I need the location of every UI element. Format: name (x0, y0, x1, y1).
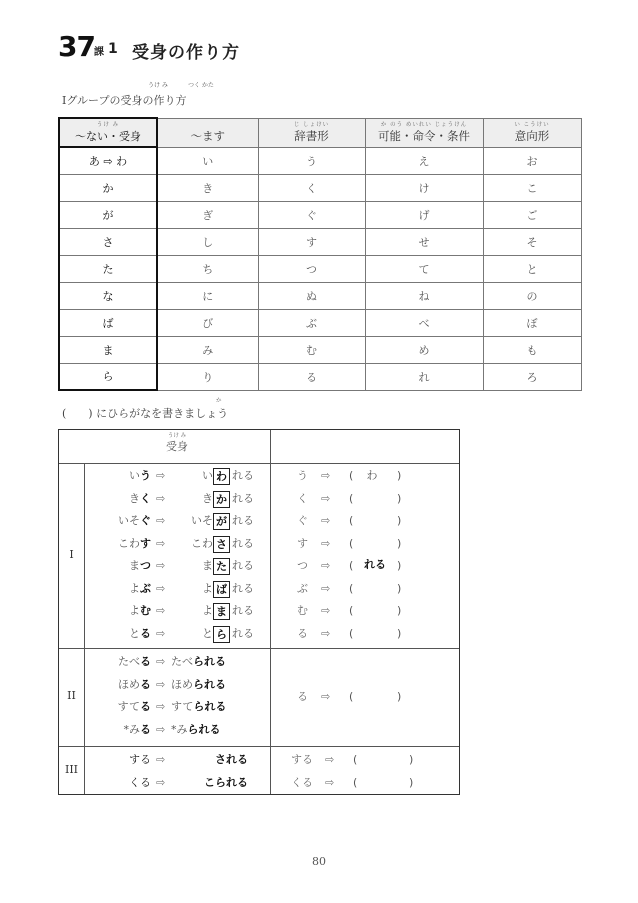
passive-form (171, 652, 226, 672)
paren-close: ) (397, 514, 402, 527)
passive-form: される (215, 753, 248, 766)
dict-ending: く (140, 491, 151, 505)
dictionary-form (99, 556, 151, 576)
boxed-kana: が (213, 513, 230, 530)
instruction-ruby: か (216, 398, 222, 404)
verb-ending: る (297, 690, 308, 703)
paren-close: ) (397, 690, 402, 703)
passive-suffix: れる (232, 604, 254, 617)
passive-stem: よ (202, 604, 213, 617)
verb-ending: す (297, 536, 308, 550)
group-label-2: II (67, 689, 76, 702)
dict-ending: つ (140, 559, 151, 572)
arrow-icon: ⇨ (321, 690, 331, 703)
paren-open: ( (349, 536, 354, 550)
passive-stem: たべ (171, 655, 193, 668)
group2-answer-row (59, 687, 459, 707)
column-header (365, 118, 483, 147)
verb-ending: ぶ (297, 581, 308, 595)
table-cell: ぼ (483, 309, 581, 336)
table-cell: う (258, 147, 365, 174)
table-cell: ら (59, 363, 157, 390)
table-row (59, 147, 581, 174)
group-divider (59, 648, 459, 649)
table-cell: い (157, 147, 258, 174)
paren-close: ) (397, 536, 402, 550)
column-header (157, 118, 258, 147)
arrow-icon: ⇨ (325, 753, 335, 766)
boxed-kana: か (213, 491, 230, 508)
dictionary-form (99, 601, 151, 621)
table-cell: し (157, 228, 258, 255)
table-cell: ご (483, 201, 581, 228)
passive-suffix: れる (232, 514, 254, 527)
arrow-icon: ⇨ (156, 753, 166, 766)
paren-close: ) (409, 775, 414, 789)
table-cell: ぶ (258, 309, 365, 336)
table-cell: つ (258, 255, 365, 282)
group-divider (59, 746, 459, 747)
dict-stem: ほめ (118, 677, 140, 691)
table-cell: ぬ (258, 282, 365, 309)
page-title: 受身の作り方 (132, 43, 240, 63)
table-cell: び (157, 309, 258, 336)
table-cell: さ (59, 228, 157, 255)
passive-suffix: れる (232, 626, 254, 640)
table-cell: お (483, 147, 581, 174)
arrow-icon: ⇨ (321, 536, 331, 550)
table-cell: と (483, 255, 581, 282)
table-row (59, 363, 581, 390)
table-row (59, 309, 581, 336)
table-cell: あ ⇨ わ (59, 147, 157, 174)
passive-suffix: れる (232, 469, 254, 482)
heading-ruby-tsukurikata: つく かた (188, 82, 214, 89)
verb-ending: つ (297, 559, 308, 572)
verb-ending: る (297, 626, 308, 640)
table-cell: き (157, 174, 258, 201)
passive-suffix: れる (232, 536, 254, 550)
header-ruby: じ しょけい (293, 121, 330, 128)
table-row (59, 336, 581, 363)
dict-stem: ま (129, 559, 140, 572)
arrow-icon: ⇨ (156, 581, 166, 595)
table-cell: れ (365, 363, 483, 390)
verb-ending: する (291, 753, 313, 766)
verb-row (59, 579, 459, 599)
dict-ending: る (140, 677, 151, 691)
arrow-icon: ⇨ (321, 581, 331, 595)
exercise-header: 受身 (166, 440, 188, 453)
passive-stem: いそ (191, 514, 213, 527)
boxed-kana: さ (213, 536, 230, 553)
verb-row (59, 556, 459, 576)
arrow-icon: ⇨ (156, 536, 166, 550)
table-cell: ろ (483, 363, 581, 390)
passive-stem: よ (202, 581, 213, 595)
dictionary-form (99, 579, 151, 599)
table-cell: ね (365, 282, 483, 309)
table-cell: げ (365, 201, 483, 228)
exercise-header-ruby: うけ み (167, 433, 187, 439)
verb-ending: ぐ (297, 514, 308, 527)
verb-row (59, 489, 459, 509)
dict-ending: る (140, 626, 151, 640)
table-cell: が (59, 201, 157, 228)
group-label-3: III (64, 763, 79, 776)
arrow-icon: ⇨ (321, 559, 331, 572)
passive-stem: い (202, 469, 213, 482)
section-heading: Iグループの受身の作り方 (62, 94, 187, 107)
dict-stem: い (129, 469, 140, 482)
table-cell: ぐ (258, 201, 365, 228)
heading-ruby-ukemi: うけ み (148, 82, 168, 89)
dict-stem: たべ (118, 655, 140, 668)
page-number: 80 (312, 855, 326, 868)
dict-ending: う (140, 469, 151, 482)
dict-ending: ぶ (140, 581, 151, 595)
paren-open: ( (349, 690, 354, 703)
verb-row (59, 720, 459, 740)
table-cell: る (258, 363, 365, 390)
header-label: 〜ない・受身 (75, 130, 141, 143)
arrow-icon: ⇨ (156, 700, 166, 713)
exercise-table (58, 429, 460, 795)
passive-stem: ま (202, 559, 213, 572)
table-cell: た (59, 255, 157, 282)
header-ruby: い こうけい (514, 121, 550, 128)
table-row (59, 201, 581, 228)
arrow-icon: ⇨ (325, 775, 335, 789)
paren-close: ) (397, 626, 402, 640)
boxed-kana: ま (213, 603, 230, 620)
table-cell: も (483, 336, 581, 363)
header-label: 〜ます (190, 129, 225, 143)
dict-ending: る (140, 722, 151, 736)
table-cell: す (258, 228, 365, 255)
dictionary-form (99, 489, 151, 509)
table-cell: そ (483, 228, 581, 255)
table-cell: え (365, 147, 483, 174)
verb-row (59, 534, 459, 554)
passive-ending: られる (193, 700, 227, 713)
dict-stem: すて (117, 700, 140, 713)
table-cell: ち (157, 255, 258, 282)
passive-stem: き (202, 491, 213, 505)
dict-ending: る (140, 700, 151, 713)
paren-open: ( (349, 581, 354, 595)
passive-stem: と (202, 626, 213, 640)
paren-open: ( (353, 753, 358, 766)
dictionary-form (99, 652, 151, 672)
arrow-icon: ⇨ (156, 604, 166, 617)
verb-row (59, 652, 459, 672)
table-cell: け (365, 174, 483, 201)
conjugation-table (58, 117, 582, 391)
passive-stem: ほめ (171, 677, 193, 691)
table-row (59, 282, 581, 309)
lesson-sub-number: 1 (108, 41, 118, 57)
passive-stem: こわ (191, 536, 213, 550)
verb-ending: く (297, 491, 308, 505)
arrow-icon: ⇨ (156, 559, 166, 572)
dictionary-form (99, 466, 151, 486)
passive-ending: られる (187, 722, 221, 736)
boxed-kana: わ (213, 468, 230, 485)
paren-close: ) (409, 753, 414, 766)
table-cell: な (59, 282, 157, 309)
dict-stem: よ (129, 604, 140, 617)
dict-stem: と (129, 626, 140, 640)
table-cell: に (157, 282, 258, 309)
table-cell: め (365, 336, 483, 363)
dict-stem: *み (123, 722, 140, 736)
header-label: 意向形 (514, 129, 550, 143)
paren-open: ( (349, 604, 354, 617)
dictionary-form (99, 534, 151, 554)
passive-suffix: れる (232, 491, 254, 505)
arrow-icon: ⇨ (321, 491, 331, 505)
header-ruby: か のう めいれい じょうけん (380, 121, 468, 128)
dict-stem: こわ (118, 536, 140, 550)
boxed-kana: た (213, 558, 230, 575)
paren-open: ( (349, 491, 354, 505)
verb-row (59, 773, 459, 793)
table-row (59, 255, 581, 282)
verb-row (59, 750, 459, 770)
header-label: 辞書形 (294, 129, 329, 143)
dict-ending: ぐ (140, 514, 151, 527)
passive-form (171, 720, 221, 740)
table-cell: む (258, 336, 365, 363)
table-row (59, 228, 581, 255)
dictionary-form (99, 720, 151, 740)
dictionary-form (99, 511, 151, 531)
dict-ending: す (140, 536, 151, 550)
verb-row (59, 466, 459, 486)
table-cell: り (157, 363, 258, 390)
verb-row (59, 511, 459, 531)
table-cell: く (258, 174, 365, 201)
table-cell: み (157, 336, 258, 363)
paren-close: ) (397, 604, 402, 617)
verb-row (59, 624, 459, 644)
verb-ending: う (297, 469, 308, 482)
table-cell: せ (365, 228, 483, 255)
header-label: 可能・命令・条件 (378, 129, 470, 143)
suffix-note: れる (364, 558, 386, 571)
verb-row (59, 601, 459, 621)
arrow-icon: ⇨ (156, 491, 166, 505)
column-header (483, 118, 581, 147)
boxed-kana: ば (213, 581, 230, 598)
arrow-icon: ⇨ (321, 626, 331, 640)
dict-stem: いそ (118, 514, 140, 527)
arrow-icon: ⇨ (156, 655, 166, 668)
passive-form: こられる (204, 775, 248, 789)
arrow-icon: ⇨ (156, 469, 166, 482)
lesson-kanji: 課 (94, 47, 104, 58)
dictionary-form: する (129, 753, 151, 766)
arrow-icon: ⇨ (156, 677, 166, 691)
paren-open: ( (353, 775, 358, 789)
dictionary-form: くる (129, 775, 151, 789)
arrow-icon: ⇨ (156, 626, 166, 640)
paren-close: ) (397, 491, 402, 505)
exercise-instruction: ( ) にひらがなを書きましょう (62, 407, 229, 420)
dict-stem: よ (129, 581, 140, 595)
passive-stem: すて (171, 700, 194, 713)
dict-stem: き (129, 491, 140, 505)
table-cell: ま (59, 336, 157, 363)
paren-close: ) (397, 581, 402, 595)
column-header (59, 118, 157, 147)
arrow-icon: ⇨ (321, 514, 331, 527)
group-label-1: I (69, 548, 74, 561)
arrow-icon: ⇨ (321, 469, 331, 482)
column-header (258, 118, 365, 147)
passive-ending: られる (193, 655, 226, 668)
table-cell: か (59, 174, 157, 201)
dictionary-form (99, 624, 151, 644)
arrow-icon: ⇨ (321, 604, 331, 617)
verb-ending: む (297, 604, 308, 617)
answer-value: わ (366, 469, 378, 482)
paren-close: ) (397, 559, 402, 572)
boxed-kana: ら (213, 626, 230, 643)
passive-suffix: れる (232, 559, 254, 572)
lesson-number: 37 (58, 30, 95, 63)
paren-close: ) (397, 469, 402, 482)
table-row (59, 174, 581, 201)
passive-stem: *み (171, 722, 188, 736)
arrow-icon: ⇨ (156, 722, 166, 736)
passive-suffix: れる (232, 581, 254, 595)
arrow-icon: ⇨ (156, 514, 166, 527)
table-cell: ば (59, 309, 157, 336)
table-cell: こ (483, 174, 581, 201)
header-ruby: うけ み (96, 122, 120, 128)
arrow-icon: ⇨ (156, 775, 166, 789)
paren-open: ( (349, 559, 354, 572)
table-cell: ぎ (157, 201, 258, 228)
dict-ending: る (140, 655, 151, 668)
dict-ending: む (140, 604, 151, 617)
table-cell: べ (365, 309, 483, 336)
paren-open: ( (349, 514, 354, 527)
table-cell: て (365, 255, 483, 282)
passive-ending: られる (193, 677, 226, 691)
paren-open: ( (349, 469, 354, 482)
table-cell: の (483, 282, 581, 309)
verb-ending: くる (291, 775, 313, 789)
header-divider (59, 463, 459, 464)
paren-open: ( (349, 626, 354, 640)
